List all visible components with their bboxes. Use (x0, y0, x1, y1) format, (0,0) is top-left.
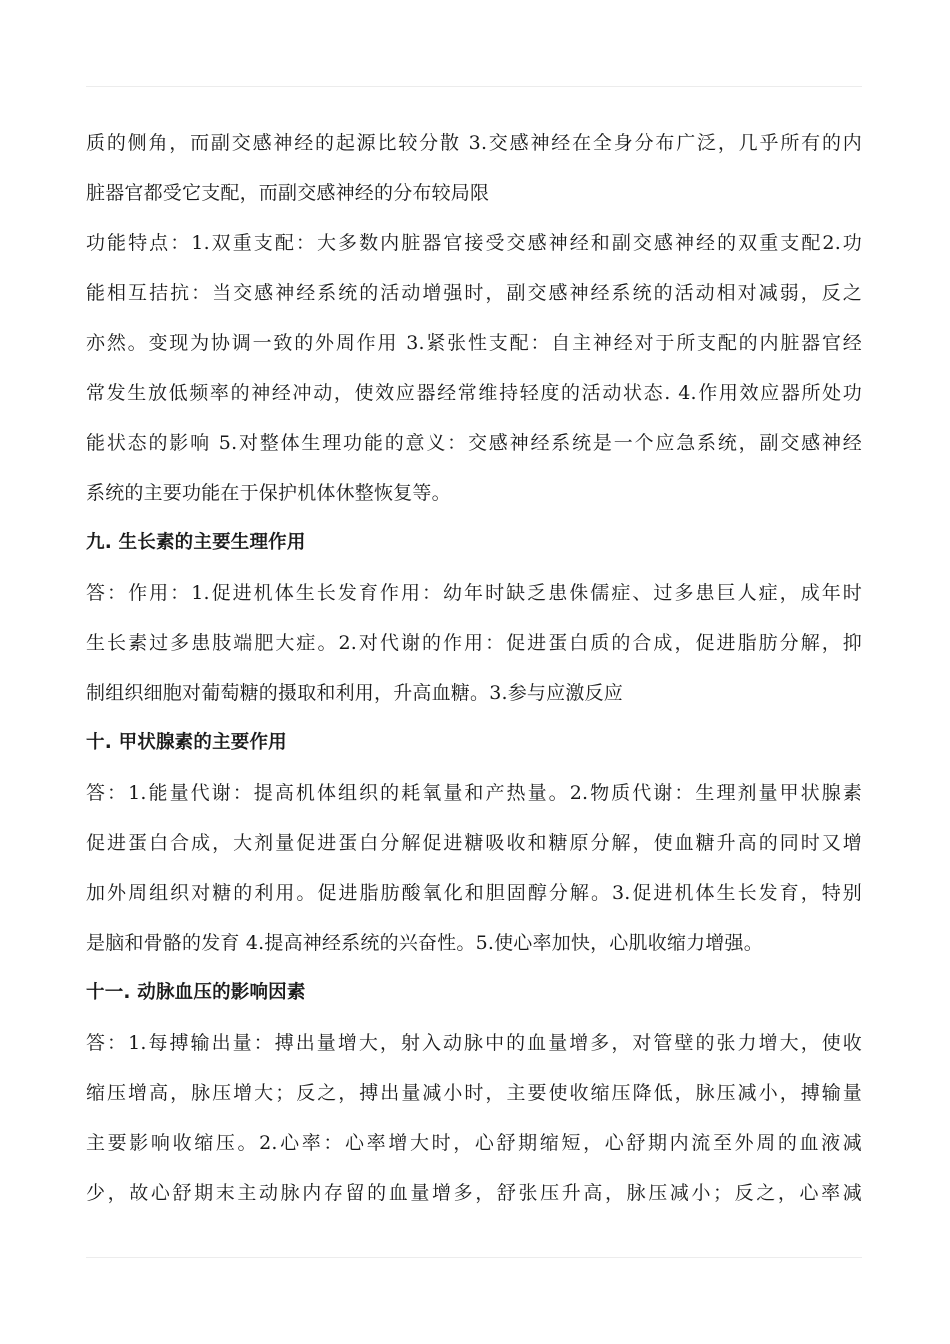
text-line: 制组织细胞对葡萄糖的摄取和利用，升高血糖。3.参与应激反应 (86, 682, 623, 704)
text-line: 能状态的影响 5.对整体生理功能的意义：交感神经系统是一个应急系统，副交感神经 (86, 432, 862, 454)
text-line: 答：作用：1.促进机体生长发育作用：幼年时缺乏患侏儒症、过多患巨人症，成年时 (86, 582, 862, 604)
text-line: 常发生放低频率的神经冲动，使效应器经常维持轻度的活动状态. 4.作用效应器所处功 (86, 382, 862, 404)
text-line: 亦然。变现为协调一致的外周作用 3.紧张性支配：自主神经对于所支配的内脏器官经 (86, 332, 862, 354)
page-top-rule (86, 86, 862, 87)
text-line: 答：1.能量代谢：提高机体组织的耗氧量和产热量。2.物质代谢：生理剂量甲状腺素 (86, 782, 862, 804)
text-line: 生长素过多患肢端肥大症。2.对代谢的作用：促进蛋白质的合成，促进脂肪分解，抑 (86, 632, 862, 654)
text-line: 加外周组织对糖的利用。促进脂肪酸氧化和胆固醇分解。3.促进机体生长发育，特别 (86, 882, 862, 904)
text-line: 促进蛋白合成，大剂量促进蛋白分解促进糖吸收和糖原分解，使血糖升高的同时又增 (86, 832, 862, 854)
text-line: 缩压增高，脉压增大；反之，搏出量减小时，主要使收缩压降低，脉压减小，搏输量 (86, 1082, 862, 1104)
text-line: 质的侧角，而副交感神经的起源比较分散 3.交感神经在全身分布广泛，几乎所有的内 (86, 132, 862, 154)
text-line: 功能特点：1.双重支配：大多数内脏器官接受交感神经和副交感神经的双重支配2.功 (86, 232, 862, 254)
text-line: 主要影响收缩压。2.心率：心率增大时，心舒期缩短，心舒期内流至外周的血液减 (86, 1132, 862, 1154)
document-body (86, 118, 862, 1218)
text-line: 脏器官都受它支配，而副交感神经的分布较局限 (86, 182, 490, 204)
section-heading-11: 十一. 动脉血压的影响因素 (86, 982, 306, 1003)
section-heading-10: 十. 甲状腺素的主要作用 (86, 732, 287, 753)
text-line: 是脑和骨骼的发育 4.提高神经系统的兴奋性。5.使心率加快，心肌收缩力增强。 (86, 932, 763, 954)
text-line: 少，故心舒期末主动脉内存留的血量增多，舒张压升高，脉压减小；反之，心率减 (86, 1182, 862, 1204)
section-heading-9: 九. 生长素的主要生理作用 (86, 532, 306, 553)
text-line: 系统的主要功能在于保护机体休整恢复等。 (86, 482, 451, 504)
text-line: 能相互拮抗：当交感神经系统的活动增强时，副交感神经系统的活动相对减弱，反之 (86, 282, 862, 304)
page-bottom-rule (86, 1257, 862, 1258)
text-line: 答：1.每搏输出量：搏出量增大，射入动脉中的血量增多，对管壁的张力增大，使收 (86, 1032, 862, 1054)
